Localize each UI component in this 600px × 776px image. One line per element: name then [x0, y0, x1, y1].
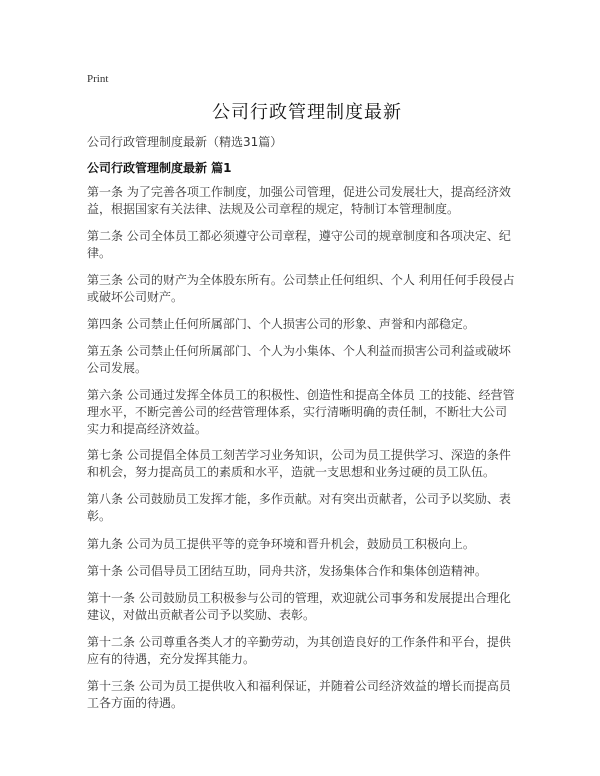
paragraph-article-1: 第一条 为了完善各项工作制度，加强公司管理，促进公司发展壮大，提高经济效益，根据国家有关法律、法规及公司章程的规定，特制订本管理制度。 [87, 185, 511, 216]
paragraph-article-13: 第十三条 公司为员工提供收入和福利保证，并随着公司经济效益的增长而提高员工各方面的待遇。 [87, 679, 511, 710]
paragraph-article-5: 第五条 公司禁止任何所属部门、个人为小集体、个人利益而损害公司利益或破坏公司发展。 [87, 344, 511, 375]
document-title: 公司行政管理制度最新 [212, 102, 402, 123]
paragraph-article-3: 第三条 公司的财产为全体股东所有。公司禁止任何组织、个人 利用任何手段侵占或破坏公司财产。 [87, 273, 515, 304]
paragraph-article-12: 第十二条 公司尊重各类人才的辛勤劳动，为其创造良好的工作条件和平台，提供应有的待遇，充分发挥其能力。 [87, 635, 511, 666]
paragraph-article-8: 第八条 公司鼓励员工发挥才能，多作贡献。对有突出贡献者，公司予以奖励、表彰。 [87, 492, 511, 523]
paragraph-article-6: 第六条 公司通过发挥全体员工的积极性、创造性和提高全体员 工的技能、经营管理水平，不断完善公司的经营管理体系，实行清晰明确的责任制，不断壮大公司实力和提高经济效益。 [87, 388, 515, 436]
paragraph-article-2: 第二条 公司全体员工都必须遵守公司章程，遵守公司的规章制度和各项决定、纪律。 [87, 229, 511, 260]
paragraph-article-10: 第十条 公司倡导员工团结互助，同舟共济，发扬集体合作和集体创造精神。 [87, 564, 487, 578]
paragraph-article-11: 第十一条 公司鼓励员工积极参与公司的管理，欢迎就公司事务和发展提出合理化建议，对做出贡献者公司予以奖励、表彰。 [87, 591, 511, 622]
paragraph-article-9: 第九条 公司为员工提供平等的竞争环境和晋升机会，鼓励员工积极向上。 [87, 537, 475, 551]
document-subtitle: 公司行政管理制度最新（精选31篇） [87, 135, 283, 149]
section-heading: 公司行政管理制度最新 篇1 [87, 161, 232, 175]
print-link[interactable]: Print [87, 73, 109, 85]
paragraph-article-4: 第四条 公司禁止任何所属部门、个人损害公司的形象、声誉和内部稳定。 [87, 317, 475, 331]
paragraph-article-7: 第七条 公司提倡全体员工刻苦学习业务知识，公司为员工提供学习、深造的条件和机会，努力提高员工的素质和水平，造就一支思想和业务过硬的员工队伍。 [87, 448, 511, 479]
